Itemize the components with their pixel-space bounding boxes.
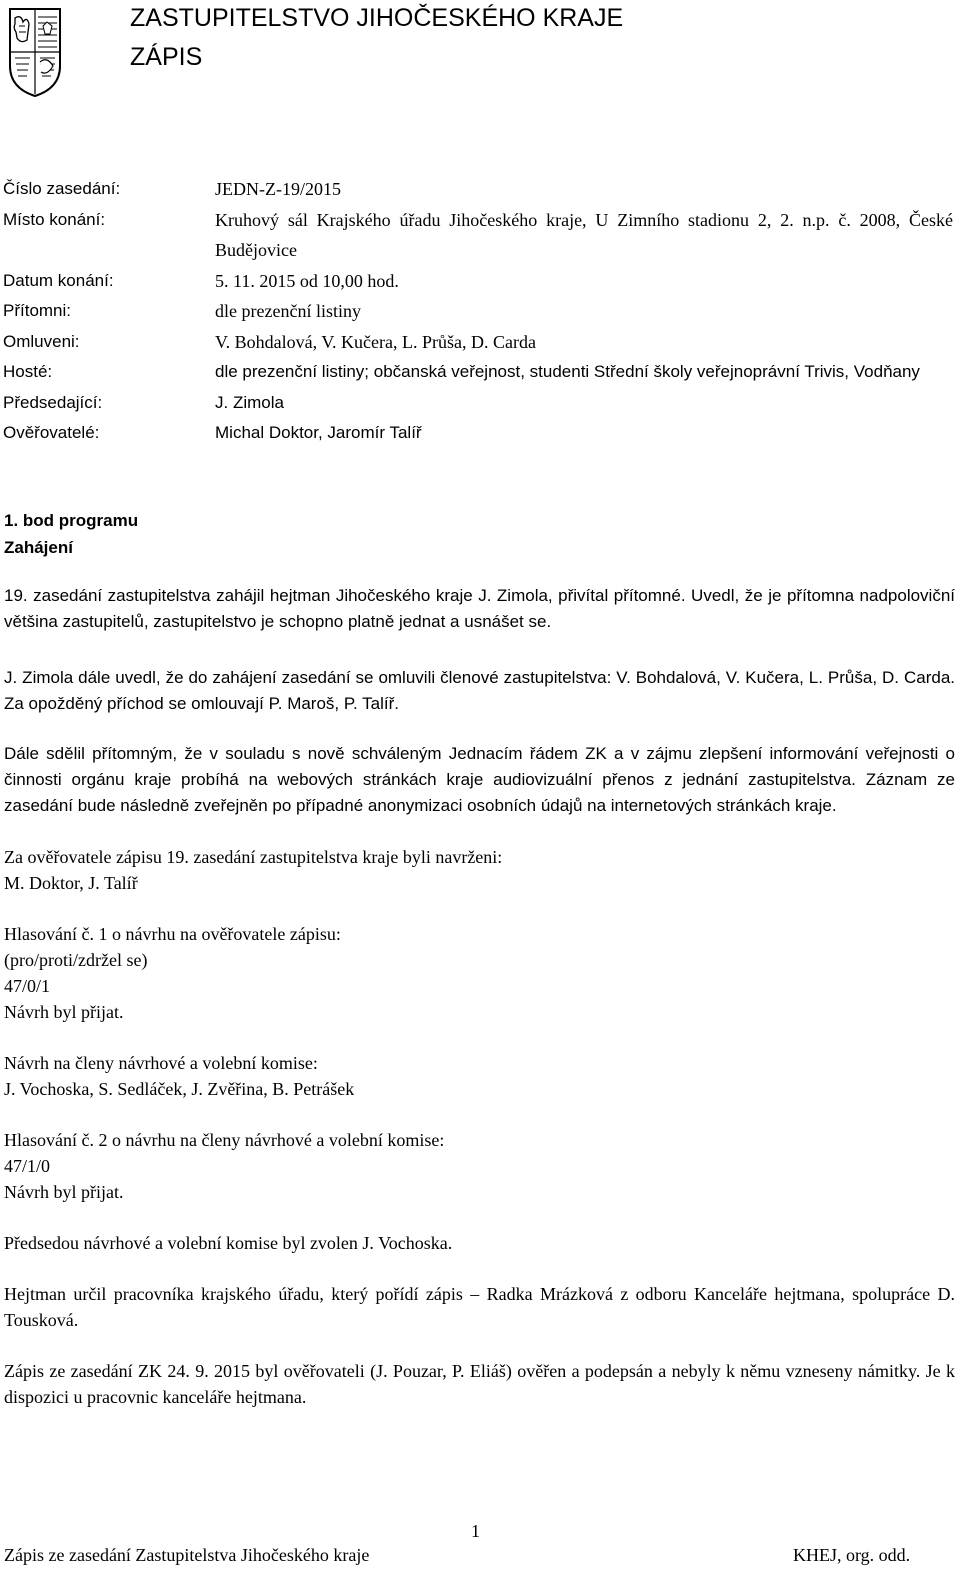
meta-label: Přítomni:	[3, 301, 72, 320]
paragraph: Za ověřovatele zápisu 19. zasedání zastupitelstva kraje byli navrženi:	[4, 847, 503, 867]
meta-label: Datum konání:	[3, 270, 114, 290]
agenda-item-name: Zahájení	[4, 538, 73, 557]
paragraph: Návrh byl přijat.	[4, 1182, 124, 1202]
meta-row-chair	[3, 388, 953, 419]
paragraph: M. Doktor, J. Talíř	[4, 873, 138, 893]
meta-label: Hosté:	[3, 362, 53, 381]
paragraph: Návrh na členy návrhové a volební komise:	[4, 1053, 318, 1073]
coat-of-arms-icon	[7, 6, 63, 99]
meta-label: Omluveni:	[3, 331, 80, 351]
meta-value: Michal Doktor, Jaromír Talíř	[215, 423, 422, 442]
paragraph: J. Vochoska, S. Sedláček, J. Zvěřina, B. Petrášek	[4, 1079, 355, 1099]
meta-row-place	[3, 205, 953, 266]
paragraph: (pro/proti/zdržel se)	[4, 950, 148, 970]
agenda-item-number: 1. bod programu	[4, 511, 139, 530]
paragraph: 19. zasedání zastupitelstva zahájil hejtman Jihočeského kraje J. Zimola, přivítal přítomné. Uvedl, že je přítomna nadpoloviční většina zastupitelů, zastupitelstvo je schopno platně jednat a usnášet se.	[4, 586, 955, 631]
document-subtitle: ZÁPIS	[130, 43, 203, 71]
footer-right: KHEJ, org. odd.	[793, 1545, 911, 1565]
paragraph: Návrh byl přijat.	[4, 1002, 124, 1022]
paragraph: Hlasování č. 1 o návrhu na ověřovatele zápisu:	[4, 924, 341, 944]
meta-label: Místo konání:	[3, 209, 106, 229]
meeting-metadata	[3, 174, 953, 449]
meta-row-present	[3, 296, 953, 327]
meta-label: Číslo zasedání:	[3, 179, 121, 198]
paragraph: Předsedou návrhové a volební komise byl zvolen J. Vochoska.	[4, 1233, 453, 1253]
meta-value: J. Zimola	[215, 392, 284, 412]
minutes-body	[4, 583, 955, 1410]
paragraph: Dále sdělil přítomným, že v souladu s nově schváleným Jednacím řádem ZK a v zájmu zlepšení informování veřejnosti o činnosti orgánu kraje probíhá na webových stránkách kraje audiovizuální přenos z jednání zastupitelstva. Záznam ze zasedání bude následně zveřejněn po případné anonymizaci osobních údajů na internetových stránkách kraje.	[4, 744, 955, 815]
paragraph: Hlasování č. 2 o návrhu na členy návrhové a volební komise:	[4, 1130, 445, 1150]
paragraph: 47/1/0	[4, 1156, 51, 1176]
meta-value: JEDN-Z-19/2015	[215, 179, 341, 199]
meta-value: Kruhový sál Krajského úřadu Jihočeského kraje, U Zimního stadionu 2, 2. n.p. č. 2008, České Budějovice	[215, 209, 953, 260]
meta-value: dle prezenční listiny	[215, 301, 361, 321]
meta-row-number	[3, 174, 953, 205]
meta-row-verifiers	[3, 418, 953, 449]
paragraph: J. Zimola dále uvedl, že do zahájení zasedání se omluvili členové zastupitelstva: V. Bohdalová, V. Kučera, L. Průša, D. Carda. Za opožděný příchod se omlouvají P. Maroš, P. Talíř.	[4, 668, 955, 713]
document-title: ZASTUPITELSTVO JIHOČESKÉHO KRAJE	[130, 4, 624, 32]
meta-value: 5. 11. 2015 od 10,00 hod.	[215, 270, 399, 291]
agenda-item-heading	[4, 507, 138, 561]
meta-row-excused	[3, 327, 953, 358]
paragraph: 47/0/1	[4, 976, 51, 996]
meta-row-date	[3, 266, 953, 297]
meta-value: dle prezenční listiny; občanská veřejnost, studenti Střední školy veřejnoprávní Trivis, Vodňany	[215, 362, 920, 381]
paragraph: Zápis ze zasedání ZK 24. 9. 2015 byl ověřovateli (J. Pouzar, P. Eliáš) ověřen a podepsán a nebyly k němu vzneseny námitky. Je k dispozici u pracovnic kanceláře hejtmana.	[4, 1361, 955, 1407]
meta-label: Ověřovatelé:	[3, 423, 100, 442]
meta-row-guests	[3, 357, 953, 388]
meta-value: V. Bohdalová, V. Kučera, L. Průša, D. Carda	[215, 331, 536, 352]
meta-label: Předsedající:	[3, 392, 103, 412]
footer-left: Zápis ze zasedání Zastupitelstva Jihočeského kraje	[4, 1545, 370, 1565]
paragraph: Hejtman určil pracovníka krajského úřadu, který pořídí zápis – Radka Mrázková z odboru Kanceláře hejtmana, spolupráce D. Tousková.	[4, 1284, 955, 1330]
page-number: 1	[471, 1521, 480, 1541]
